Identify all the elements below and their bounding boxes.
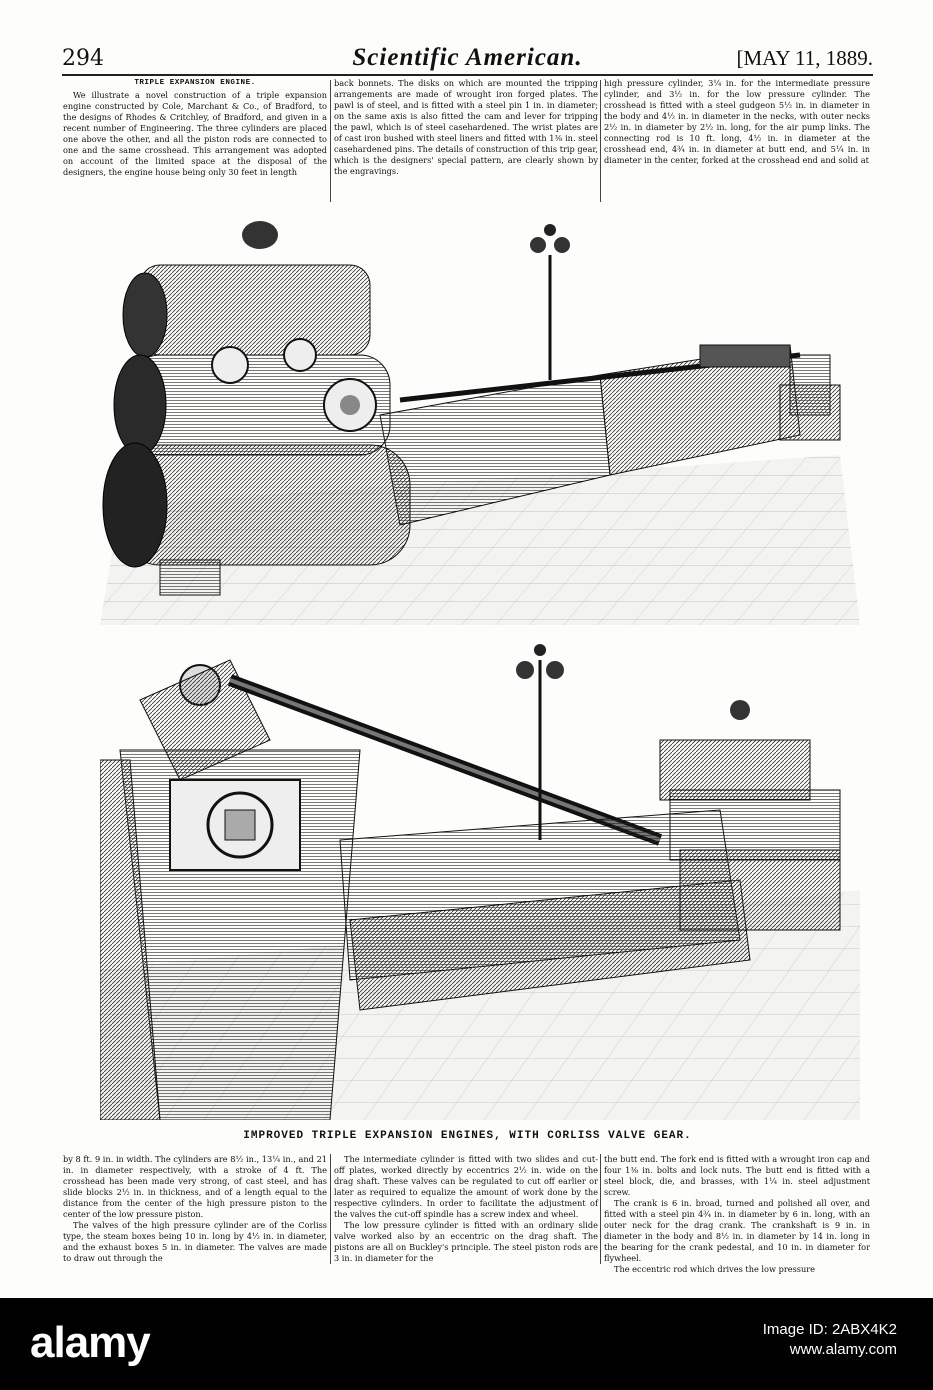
bottom-column-3 — [604, 1154, 870, 1276]
issue-date: [MAY 11, 1889. — [736, 46, 873, 70]
bot-col2-text-2: The low pressure cylinder is fitted with an ordinary slide valve worked also by an eccentric on the drag shaft. The pistons are all on Buckley's principle. The steel piston rods are 3 in. in diameter for the — [334, 1220, 598, 1264]
column-divider — [600, 1154, 601, 1264]
header-rule — [62, 74, 873, 76]
top-column-3 — [604, 78, 870, 166]
column-divider — [330, 1154, 331, 1264]
bot-col3-text-2: The crank is 6 in. broad, turned and polished all over, and fitted with a steel pin 4¾ in. in diameter by 6 in. long, with an outer neck for the drag crank. The crankshaft is 9 in. in diameter in the body and 8½ in. in diameter by 14 in. long in the bearing for the crank pedestal, and 10 in. in diameter for flywheel. — [604, 1198, 870, 1264]
alamy-logo: alamy — [30, 1318, 150, 1367]
top-col3-text: high pressure cylinder, 3¼ in. for the intermediate pressure cylinder, and 3½ in. for the low pressure cylinder. The crosshead is fitted with a steel gudgeon 5½ in. in diameter in the body and 4½ in. in diameter in the necks, with outer necks 2½ in. in diameter by 2½ in. long, for the air pump links. The connecting rod is 10 ft. long, 4½ in. in diameter at the crosshead end, 4¾ in. in diameter at butt end, and 5¼ in. in diameter in the center, forked at the crosshead end and solid at — [604, 78, 870, 166]
column-divider — [330, 80, 331, 202]
top-column-2 — [334, 78, 598, 177]
bot-col2-text-1: The intermediate cylinder is fitted with two slides and cut-off plates, worked directly by eccentrics 2½ in. wide on the drag shaft. These valves can be regulated to cut off earlier or later as required to equalize the amount of work done by the respective cylinders. In order to facilitate the adjustment of the valves the cut-off spindle has a screw index and wheel. — [334, 1154, 598, 1220]
engine-engraving-top — [100, 205, 860, 625]
article-heading: TRIPLE EXPANSION ENGINE. — [134, 79, 256, 87]
site-url: www.alamy.com — [789, 1341, 897, 1358]
page-number: 294 — [62, 46, 104, 71]
bot-col1-text-1: by 8 ft. 9 in. in width. The cylinders are 8½ in., 13¼ in., and 21 in. in diameter respectively, with a stroke of 4 ft. The crosshead has been made very strong, of cast steel, and has slide blocks 2½ in. in thickness, and of a length equal to the distance from the center of the high pressure piston to the center of the low pressure piston. — [63, 1154, 327, 1220]
masthead: Scientific American. — [352, 44, 583, 71]
bot-col3-text-1: the butt end. The fork end is fitted with a wrought iron cap and four 1⅜ in. bolts and lock nuts. The butt end is fitted with a steel block, die, and brasses, with 1¼ in. steel adjustment screw. — [604, 1154, 870, 1198]
bottom-column-1 — [63, 1154, 327, 1264]
column-divider — [600, 80, 601, 202]
bottom-column-2 — [334, 1154, 598, 1264]
top-column-1 — [63, 78, 327, 178]
bot-col1-text-2: The valves of the high pressure cylinder are of the Corliss type, the steam boxes being 10 in. long by 4½ in. in diameter, and the exhaust boxes 5 in. in diameter. The valves are made to draw out through the — [63, 1220, 327, 1264]
engine-engraving-bottom — [100, 640, 860, 1120]
figure-caption: IMPROVED TRIPLE EXPANSION ENGINES, WITH CORLISS VALVE GEAR. — [243, 1130, 692, 1142]
top-col2-text: back bonnets. The disks on which are mounted the tripping arrangements are made of wrought iron forged plates. The pawl is of steel, and is fitted with a steel pin 1 in. in diameter; on the same axis is also fitted the cam and lever for tripping the pawl, which is of steel casehardened. The wrist plates are of cast iron bushed with steel liners and fitted with 1⅜ in. steel casehardened pins. The details of construction of this trip gear, which is the designers' special pattern, are clearly shown by the engravings. — [334, 78, 598, 177]
watermark-bar — [0, 1298, 933, 1390]
image-id-block — [763, 1320, 897, 1360]
bot-col3-text-3: The eccentric rod which drives the low pressure — [614, 1264, 816, 1275]
top-col1-text: We illustrate a novel construction of a triple expansion engine constructed by Cole, Marchant & Co., of Bradford, to the designs of Rhodes & Critchley, of Bradford, and given in a recent number of Engineering. The three cylinders are placed one above the other, and all the piston rods are connected to one and the same crosshead. This arrangement was adopted on account of the limited space at the disposal of the designers, the engine house being only 30 feet in length — [63, 90, 327, 178]
page-header — [62, 44, 873, 74]
image-id: Image ID: 2ABX4K2 — [762, 1321, 897, 1338]
